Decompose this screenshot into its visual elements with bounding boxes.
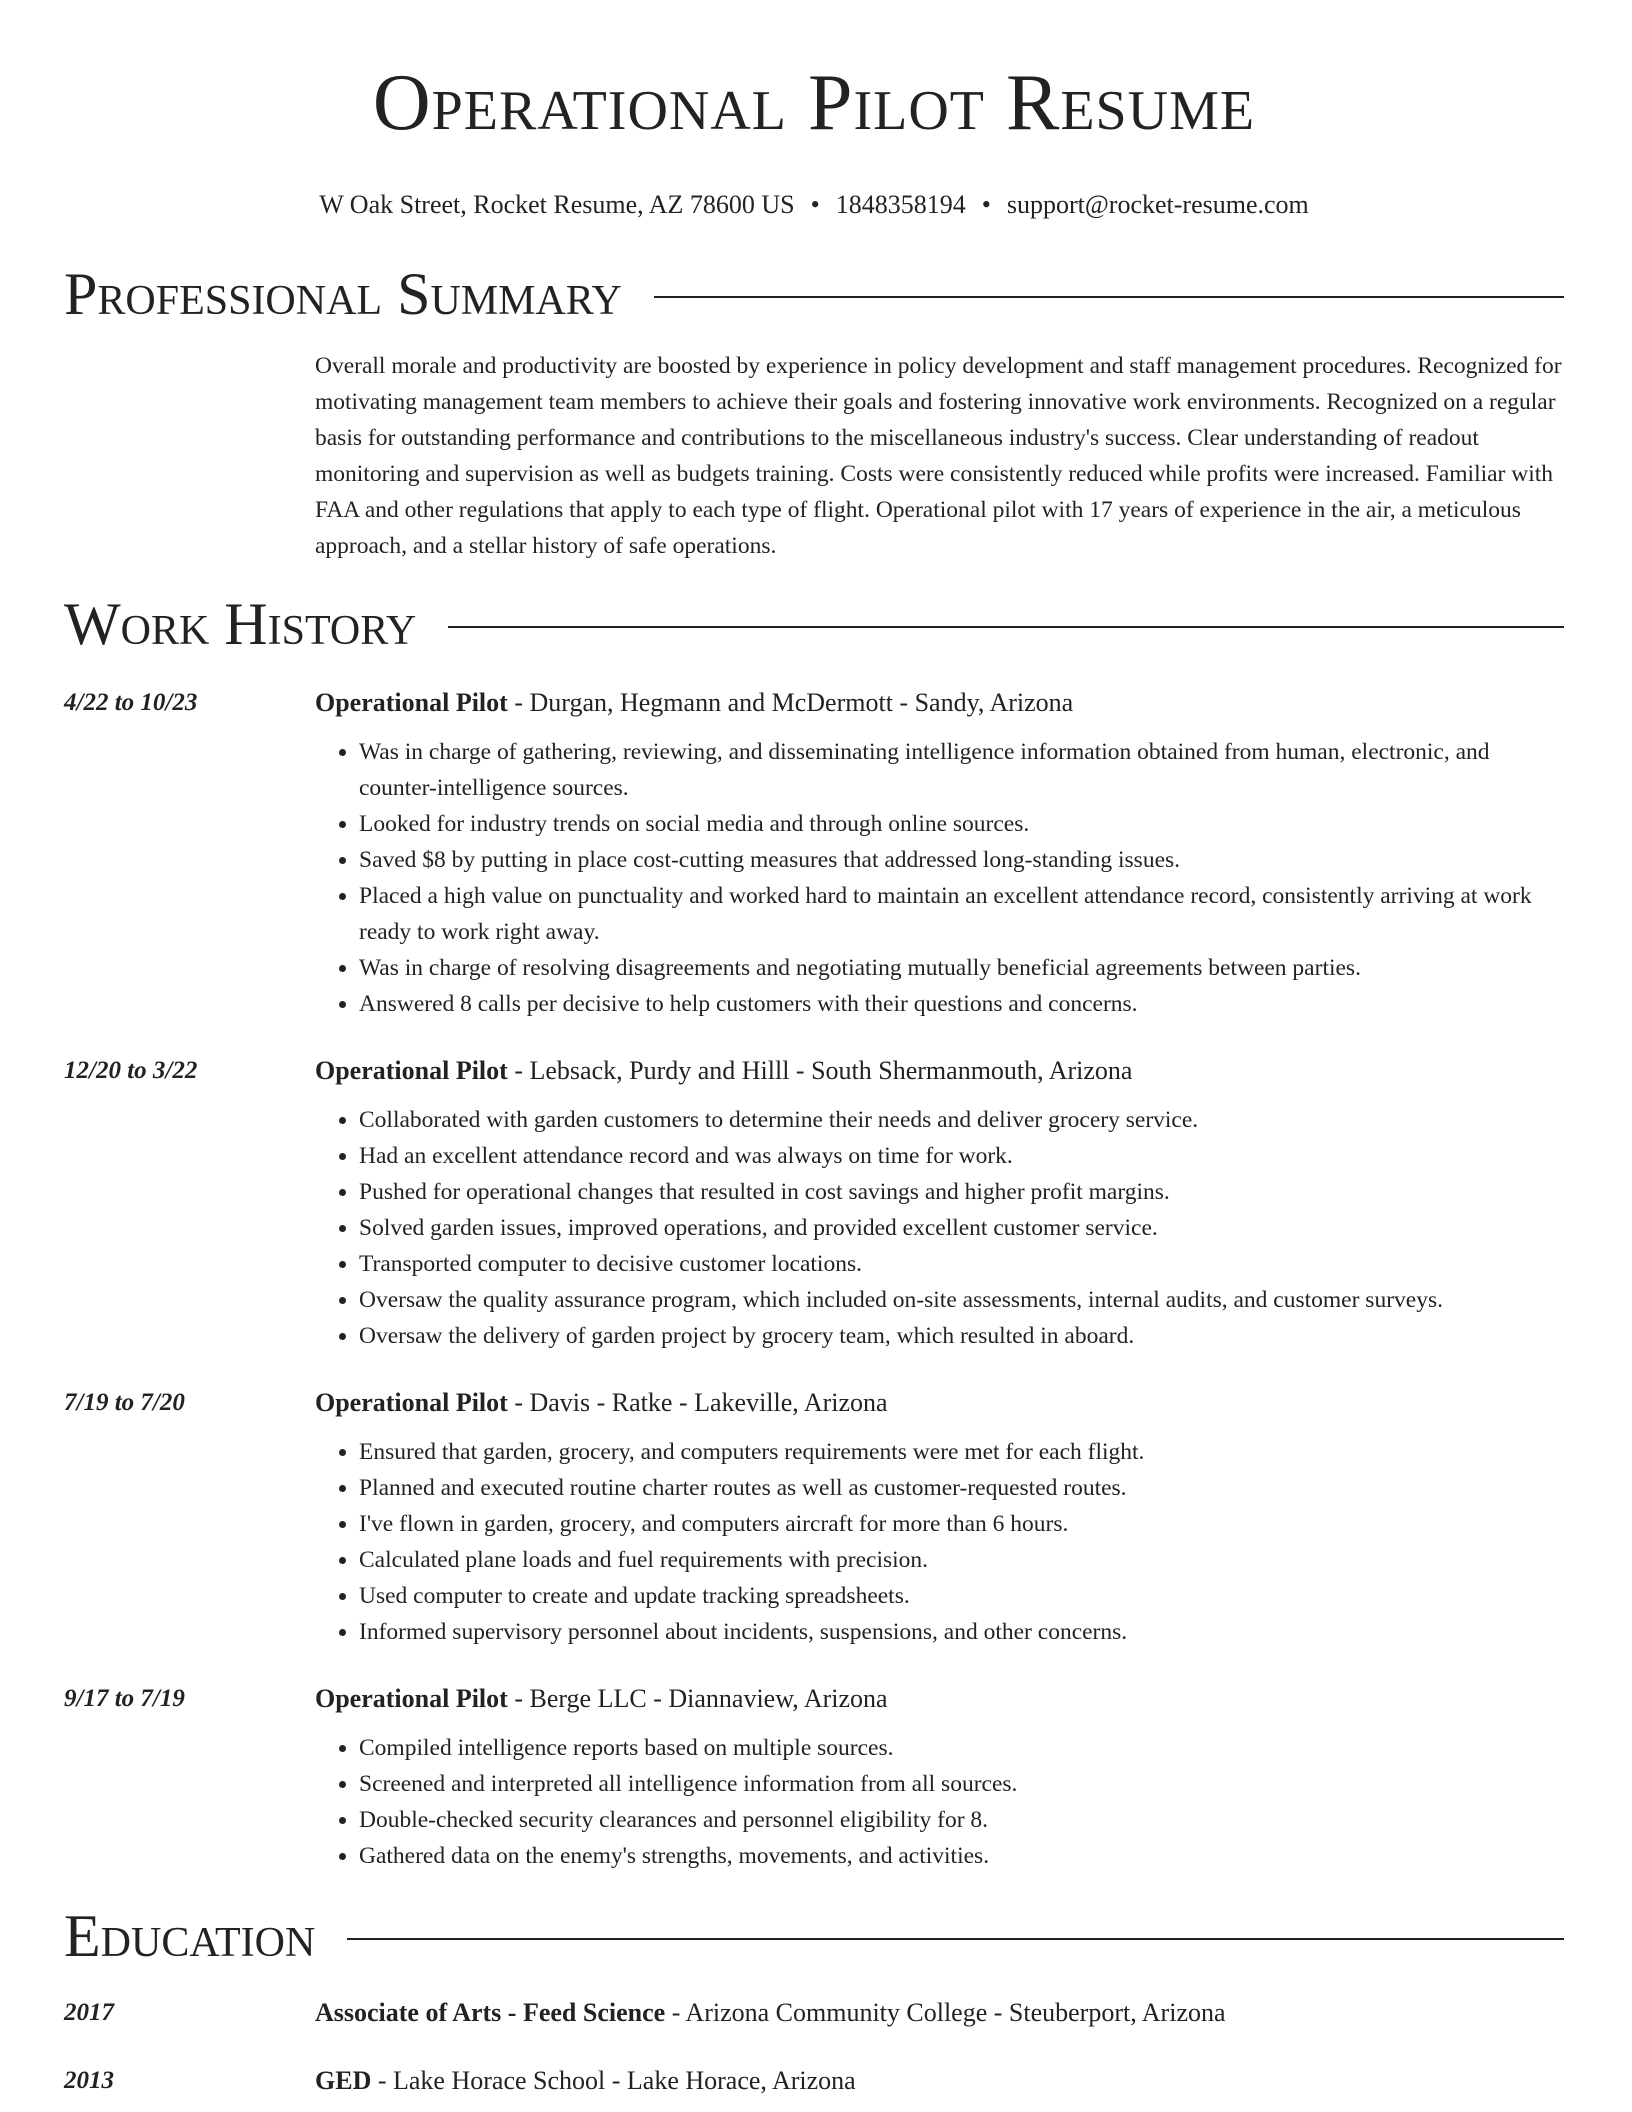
- job-heading: [315, 686, 1564, 720]
- contact-address: W Oak Street, Rocket Resume, AZ 78600 US: [319, 190, 795, 219]
- duty-item: • Ensured that garden, grocery, and computers requirements were met for each flight.: [359, 1434, 1564, 1470]
- education-body: [315, 2064, 1564, 2098]
- job-duties: [315, 1730, 1564, 1874]
- work-section-header: [64, 592, 1564, 656]
- duty-item: • Gathered data on the enemy's strengths, movements, and activities.: [359, 1838, 1564, 1874]
- duty-item: • Pushed for operational changes that resulted in cost savings and higher profit margins.: [359, 1174, 1564, 1210]
- duty-item: • Saved $8 by putting in place cost-cutting measures that addressed long-standing issues.: [359, 842, 1564, 878]
- duty-item: • Planned and executed routine charter routes as well as customer-requested routes.: [359, 1470, 1564, 1506]
- job-employer: - Lebsack, Purdy and Hilll - South Shermanmouth, Arizona: [507, 1056, 1133, 1085]
- education-entry: [64, 2064, 1564, 2098]
- duty-item: • Placed a high value on punctuality and worked hard to maintain an excellent attendance record, consistently arriving at work ready to work right away.: [359, 878, 1564, 950]
- duty-item: • Compiled intelligence reports based on multiple sources.: [359, 1730, 1564, 1766]
- job-heading: [315, 1682, 1564, 1716]
- job-body: [315, 686, 1564, 1022]
- duty-item: • Screened and interpreted all intelligence information from all sources.: [359, 1766, 1564, 1802]
- job-duties: [315, 1102, 1564, 1354]
- duty-item: • Collaborated with garden customers to determine their needs and deliver grocery service.: [359, 1102, 1564, 1138]
- education-entry: [64, 1996, 1564, 2030]
- job-entry: [64, 686, 1564, 1022]
- job-duties: [315, 1434, 1564, 1650]
- education-heading-line: [315, 2064, 1564, 2098]
- contact-separator: •: [810, 190, 820, 219]
- section-rule: [347, 1938, 1564, 1940]
- duty-item: • Transported computer to decisive customer locations.: [359, 1246, 1564, 1282]
- duty-item: • Oversaw the quality assurance program, which included on-site assessments, internal audits, and customer surveys.: [359, 1282, 1564, 1318]
- summary-text: Overall morale and productivity are boosted by experience in policy development and staff management procedures. Recognized for motivating management team members to achieve their goals and fostering innovative work environments. Recognized on a regular basis for outstanding performance and contributions to the miscellaneous industry's success. Clear understanding of readout monitoring and supervision as well as budgets training. Costs were consistently reduced while profits were increased. Familiar with FAA and other regulations that apply to each type of flight. Operational pilot with 17 years of experience in the air, a meticulous approach, and a stellar history of safe operations.: [315, 353, 1562, 559]
- education-year: 2017: [64, 1999, 114, 2026]
- job-employer: - Durgan, Hegmann and McDermott - Sandy, Arizona: [507, 688, 1074, 717]
- education-school: - Arizona Community College - Steuberport, Arizona: [665, 1998, 1226, 2027]
- duty-item: • I've flown in garden, grocery, and computers aircraft for more than 6 hours.: [359, 1506, 1564, 1542]
- contact-phone: 1848358194: [835, 190, 966, 219]
- education-degree: GED: [315, 2066, 372, 2095]
- job-employer: - Berge LLC - Diannaview, Arizona: [507, 1684, 888, 1713]
- job-entry: [64, 1682, 1564, 1874]
- summary-section-header: [64, 262, 1564, 326]
- job-heading: [315, 1386, 1564, 1420]
- duty-item: • Solved garden issues, improved operations, and provided excellent customer service.: [359, 1210, 1564, 1246]
- duty-item: • Was in charge of resolving disagreements and negotiating mutually beneficial agreements between parties.: [359, 950, 1564, 986]
- education-body: [315, 1996, 1564, 2030]
- section-rule: [654, 296, 1564, 298]
- job-entry: [64, 1054, 1564, 1354]
- job-heading: [315, 1054, 1564, 1088]
- education-year: 2013: [64, 2067, 114, 2094]
- job-body: [315, 1054, 1564, 1354]
- education-section-header: [64, 1904, 1564, 1968]
- duty-item: • Answered 8 calls per decisive to help customers with their questions and concerns.: [359, 986, 1564, 1022]
- job-title: Operational Pilot: [315, 688, 508, 717]
- job-body: [315, 1386, 1564, 1650]
- job-dates: 12/20 to 3/22: [64, 1057, 198, 1084]
- job-title: Operational Pilot: [315, 1056, 508, 1085]
- contact-separator: •: [981, 190, 991, 219]
- job-title: Operational Pilot: [315, 1388, 508, 1417]
- job-dates: 7/19 to 7/20: [64, 1389, 185, 1416]
- duty-item: • Looked for industry trends on social media and through online sources.: [359, 806, 1564, 842]
- duty-item: • Used computer to create and update tracking spreadsheets.: [359, 1578, 1564, 1614]
- education-school: - Lake Horace School - Lake Horace, Arizona: [371, 2066, 856, 2095]
- resume-title: Operational Pilot Resume: [372, 59, 1256, 147]
- duty-item: • Calculated plane loads and fuel requirements with precision.: [359, 1542, 1564, 1578]
- education-heading-line: [315, 1996, 1564, 2030]
- duty-item: • Had an excellent attendance record and was always on time for work.: [359, 1138, 1564, 1174]
- duty-item: • Informed supervisory personnel about incidents, suspensions, and other concerns.: [359, 1614, 1564, 1650]
- job-employer: - Davis - Ratke - Lakeville, Arizona: [507, 1388, 888, 1417]
- job-title: Operational Pilot: [315, 1684, 508, 1713]
- work-history-list: [64, 686, 1564, 1874]
- duty-item: • Double-checked security clearances and personnel eligibility for 8.: [359, 1802, 1564, 1838]
- duty-item: • Oversaw the delivery of garden project by grocery team, which resulted in aboard.: [359, 1318, 1564, 1354]
- job-duties: [315, 734, 1564, 1022]
- job-entry: [64, 1386, 1564, 1650]
- job-dates: 9/17 to 7/19: [64, 1685, 185, 1712]
- contact-line: [64, 188, 1564, 222]
- education-heading: Education: [64, 1903, 316, 1969]
- job-dates: 4/22 to 10/23: [64, 689, 198, 716]
- work-heading: Work History: [64, 591, 417, 657]
- summary-heading: Professional Summary: [64, 261, 622, 327]
- contact-email: support@rocket-resume.com: [1006, 190, 1309, 219]
- job-body: [315, 1682, 1564, 1874]
- section-rule: [448, 626, 1564, 628]
- duty-item: • Was in charge of gathering, reviewing, and disseminating intelligence information obtained from human, electronic, and counter-intelligence sources.: [359, 734, 1564, 806]
- education-list: [64, 1996, 1564, 2098]
- education-degree: Associate of Arts - Feed Science: [315, 1998, 666, 2027]
